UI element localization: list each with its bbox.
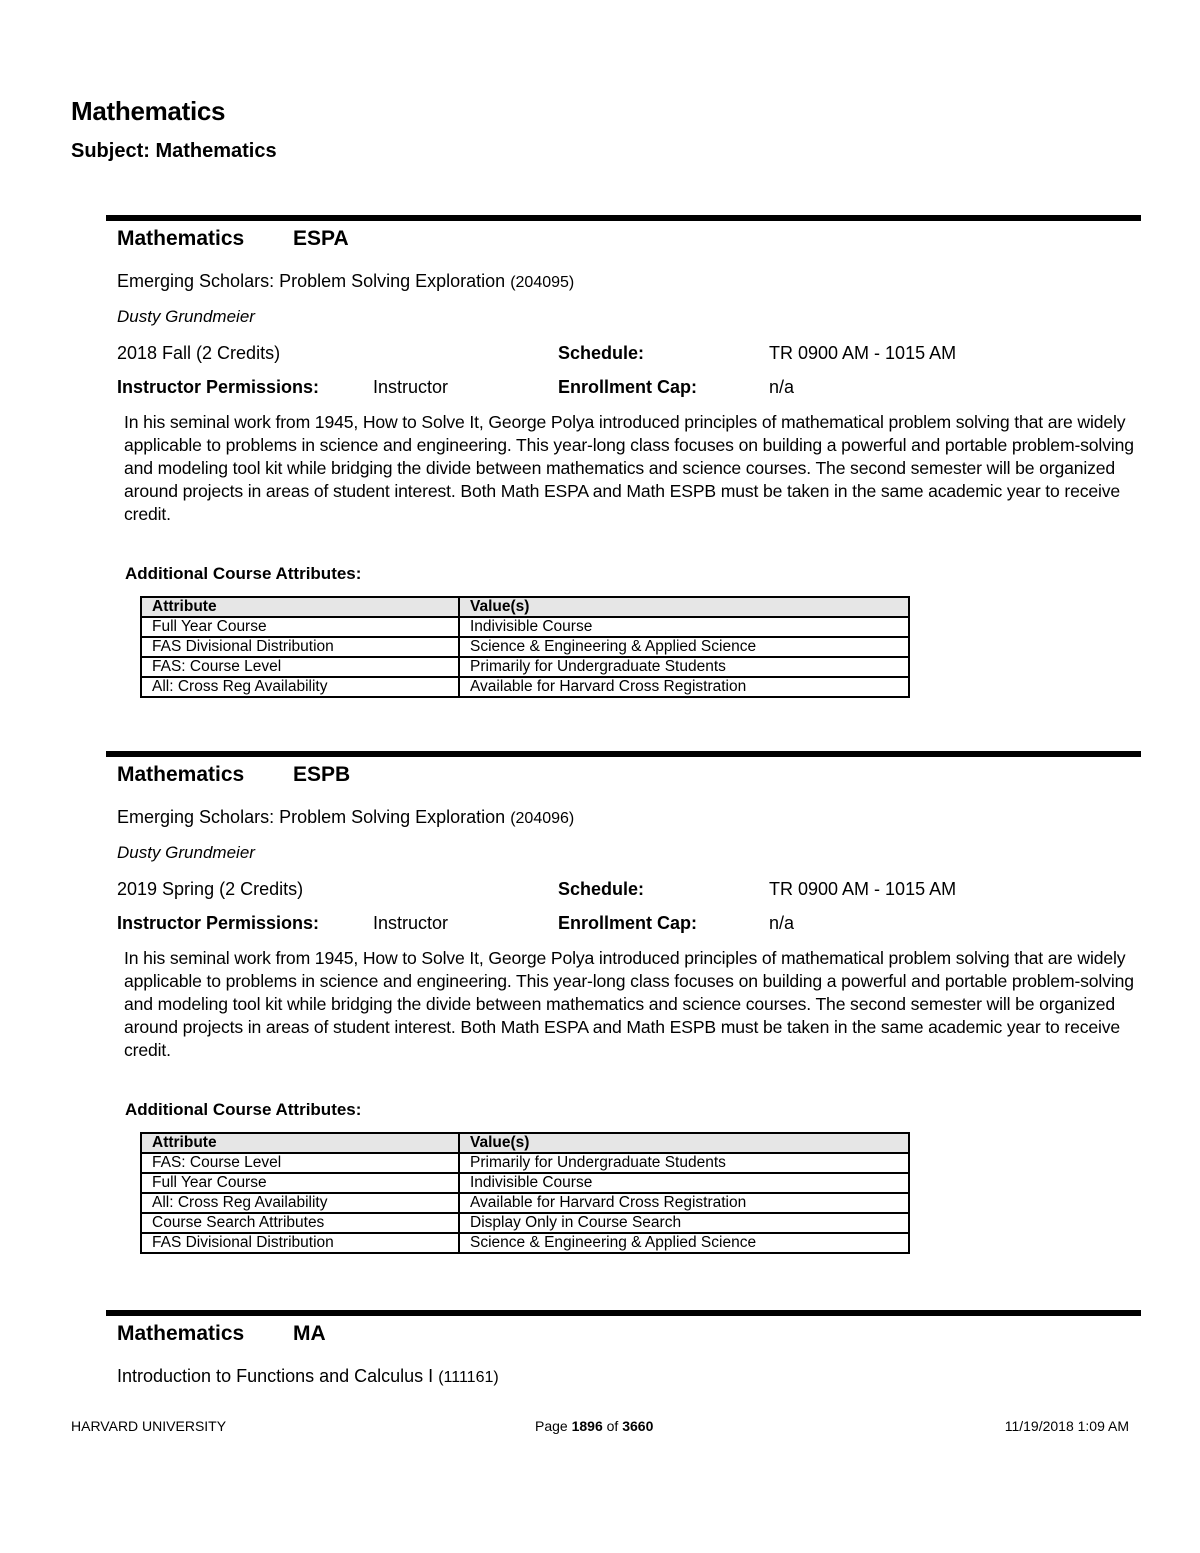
attribute-cell: Full Year Course — [141, 617, 459, 637]
term-schedule-row — [106, 343, 1141, 365]
course-permissions: Instructor — [373, 913, 449, 933]
course-title — [117, 271, 574, 292]
course-subject: Mathematics — [117, 763, 245, 786]
table-row — [141, 617, 909, 637]
attribute-cell: All: Cross Reg Availability — [141, 1193, 459, 1213]
attribute-cell: Course Search Attributes — [141, 1213, 459, 1233]
table-row — [141, 1173, 909, 1193]
course-id: (111161) — [438, 1369, 499, 1386]
footer-timestamp: 11/19/2018 1:09 AM — [1004, 1418, 1129, 1434]
permissions-cap-row — [106, 377, 1141, 399]
page-subject: Subject: Mathematics — [71, 140, 277, 162]
attribute-cell: Full Year Course — [141, 1173, 459, 1193]
course-instructor: Dusty Grundmeier — [117, 843, 255, 862]
page-total: 3660 — [622, 1418, 654, 1434]
course-block-espb — [106, 751, 1141, 1271]
course-block-espa — [106, 215, 1141, 715]
attribute-column-header: Attribute — [141, 1133, 459, 1153]
course-description: In his seminal work from 1945, How to Solve It, George Polya introduced principles of mathematical problem solving that are widely applicable to problems in science and engineering. This year-long class focuses on building a powerful and portable problem-solving and modeling tool kit while bridging the divide between mathematics and science courses. The second semester will be organized around projects in areas of student interest. Both Math ESPA and Math ESPB must be taken in the same academic year to receive credit. — [124, 948, 1134, 1060]
attributes-label: Additional Course Attributes: — [125, 1100, 362, 1119]
enrollment-cap-label: Enrollment Cap: — [558, 377, 698, 397]
value-cell: Available for Harvard Cross Registration — [459, 677, 909, 697]
table-row — [141, 677, 909, 697]
course-heading — [117, 763, 351, 787]
attribute-cell: FAS Divisional Distribution — [141, 1233, 459, 1253]
course-number: ESPA — [293, 227, 349, 250]
term-schedule-row — [106, 879, 1141, 901]
course-title-text: Emerging Scholars: Problem Solving Exploration — [117, 807, 506, 827]
course-divider — [106, 215, 1141, 221]
course-subject: Mathematics — [117, 227, 245, 250]
footer-page-number — [535, 1418, 653, 1434]
course-title-text: Introduction to Functions and Calculus I — [117, 1366, 434, 1386]
permissions-label: Instructor Permissions: — [117, 913, 320, 933]
page-current: 1896 — [571, 1418, 603, 1434]
table-row — [141, 637, 909, 657]
value-cell: Available for Harvard Cross Registration — [459, 1193, 909, 1213]
value-cell: Science & Engineering & Applied Science — [459, 1233, 909, 1253]
course-block-ma — [106, 1310, 1141, 1390]
page-word: Page — [535, 1418, 568, 1434]
footer-institution: HARVARD UNIVERSITY — [71, 1418, 227, 1434]
course-title — [117, 1366, 499, 1387]
table-row — [141, 657, 909, 677]
course-id: (204096) — [510, 810, 575, 827]
values-column-header: Value(s) — [459, 1133, 909, 1153]
table-row — [141, 1153, 909, 1173]
course-title-text: Emerging Scholars: Problem Solving Exploration — [117, 271, 506, 291]
table-header-row — [141, 1133, 909, 1153]
course-schedule: TR 0900 AM - 1015 AM — [769, 879, 957, 899]
course-term: 2019 Spring (2 Credits) — [117, 879, 304, 899]
attribute-cell: FAS Divisional Distribution — [141, 637, 459, 657]
value-cell: Science & Engineering & Applied Science — [459, 637, 909, 657]
attribute-cell: FAS: Course Level — [141, 1153, 459, 1173]
course-term: 2018 Fall (2 Credits) — [117, 343, 281, 363]
schedule-label: Schedule: — [558, 343, 645, 363]
course-heading — [117, 227, 349, 251]
attribute-cell: All: Cross Reg Availability — [141, 677, 459, 697]
attribute-column-header: Attribute — [141, 597, 459, 617]
course-number: MA — [293, 1322, 326, 1345]
course-subject: Mathematics — [117, 1322, 245, 1345]
schedule-label: Schedule: — [558, 879, 645, 899]
value-cell: Indivisible Course — [459, 617, 909, 637]
attributes-table — [140, 596, 910, 698]
course-title — [117, 807, 574, 828]
course-description: In his seminal work from 1945, How to Solve It, George Polya introduced principles of mathematical problem solving that are widely applicable to problems in science and engineering. This year-long class focuses on building a powerful and portable problem-solving and modeling tool kit while bridging the divide between mathematics and science courses. The second semester will be organized around projects in areas of student interest. Both Math ESPA and Math ESPB must be taken in the same academic year to receive credit. — [124, 412, 1134, 524]
course-id: (204095) — [510, 274, 575, 291]
attribute-cell: FAS: Course Level — [141, 657, 459, 677]
course-heading — [117, 1322, 326, 1346]
course-schedule: TR 0900 AM - 1015 AM — [769, 343, 957, 363]
value-cell: Primarily for Undergraduate Students — [459, 657, 909, 677]
table-row — [141, 1233, 909, 1253]
course-divider — [106, 1310, 1141, 1316]
enrollment-cap-label: Enrollment Cap: — [558, 913, 698, 933]
course-permissions: Instructor — [373, 377, 449, 397]
value-cell: Primarily for Undergraduate Students — [459, 1153, 909, 1173]
permissions-label: Instructor Permissions: — [117, 377, 320, 397]
page-title: Mathematics — [71, 96, 226, 126]
course-number: ESPB — [293, 763, 351, 786]
permissions-cap-row — [106, 913, 1141, 935]
table-header-row — [141, 597, 909, 617]
attributes-table — [140, 1132, 910, 1254]
course-instructor: Dusty Grundmeier — [117, 307, 255, 326]
attributes-label: Additional Course Attributes: — [125, 564, 362, 583]
value-cell: Display Only in Course Search — [459, 1213, 909, 1233]
values-column-header: Value(s) — [459, 597, 909, 617]
table-row — [141, 1213, 909, 1233]
course-enrollment-cap: n/a — [769, 377, 795, 397]
value-cell: Indivisible Course — [459, 1173, 909, 1193]
course-divider — [106, 751, 1141, 757]
table-row — [141, 1193, 909, 1213]
page-of: of — [606, 1418, 619, 1434]
course-enrollment-cap: n/a — [769, 913, 795, 933]
